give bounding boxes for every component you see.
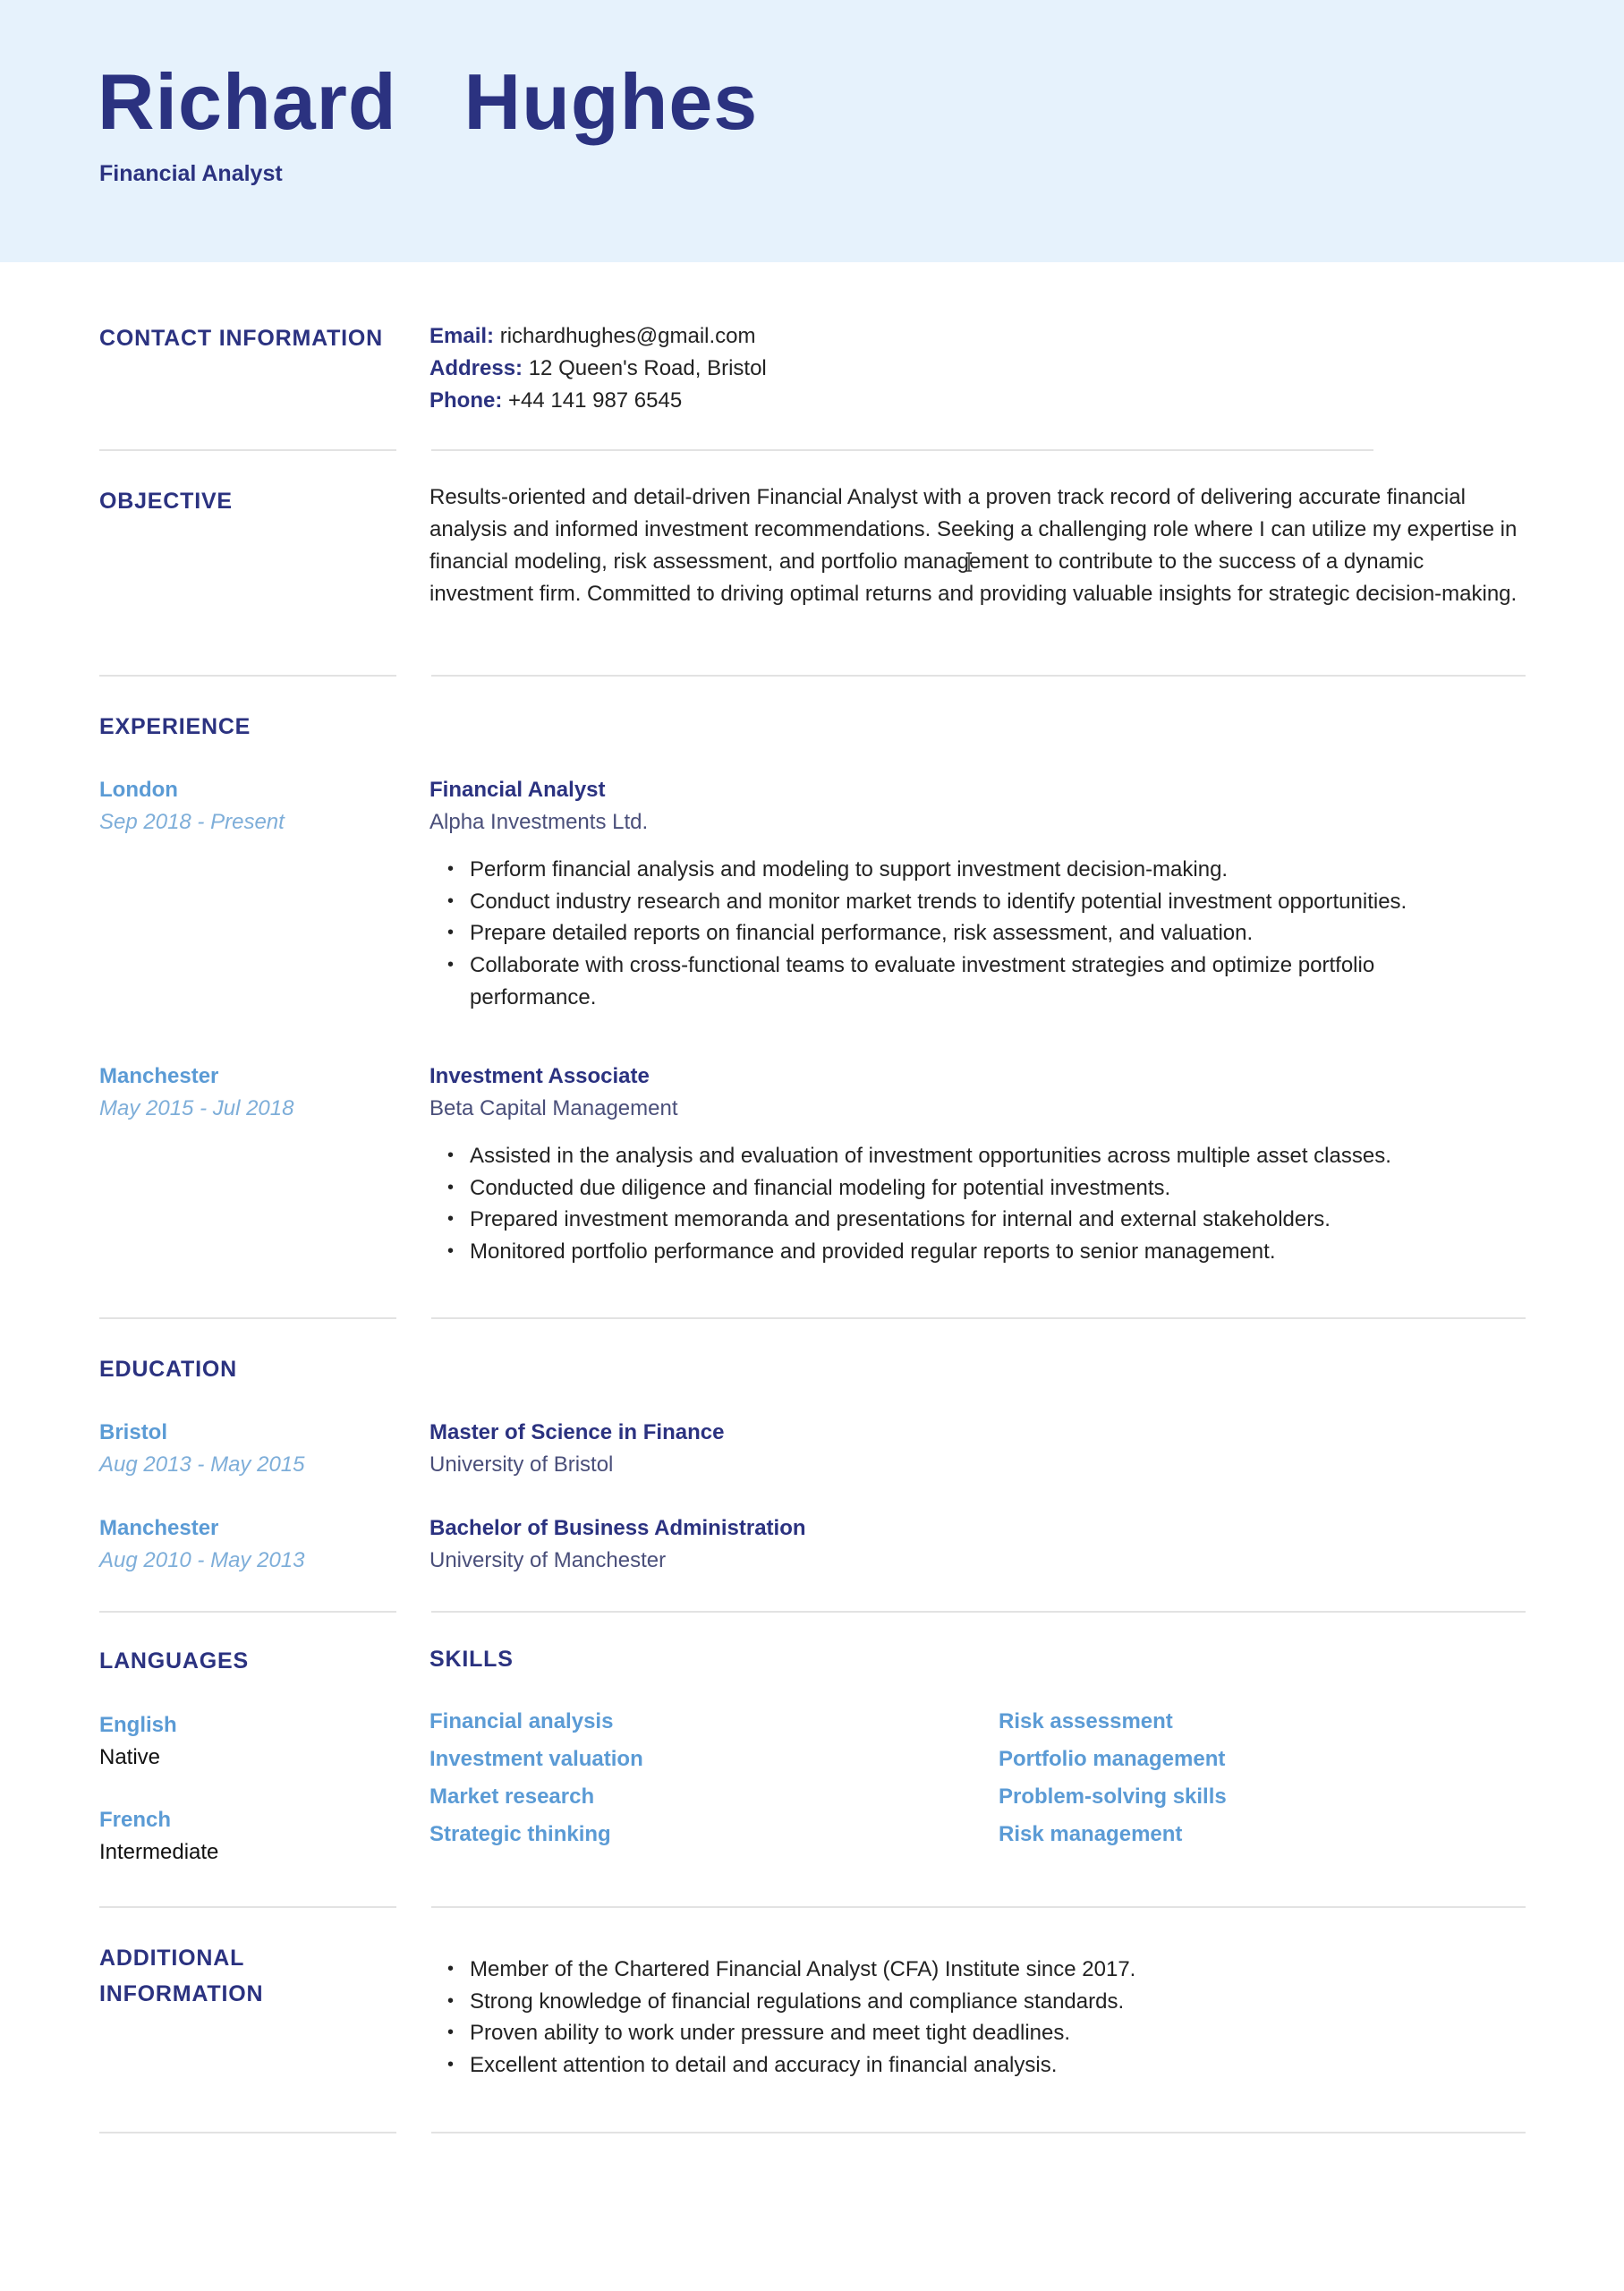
divider	[99, 1611, 396, 1613]
section-title-education: EDUCATION	[99, 1357, 237, 1382]
language-name: English	[99, 1713, 177, 1737]
divider	[431, 449, 1373, 451]
bullet-item: • Perform financial analysis and modeling to support investment decision-making.	[429, 854, 1526, 886]
divider	[431, 1317, 1526, 1319]
divider	[99, 2132, 396, 2133]
edu-dates: Aug 2010 - May 2013	[99, 1548, 305, 1572]
job-company: Alpha Investments Ltd.	[429, 810, 649, 834]
divider	[431, 1611, 1526, 1613]
section-title-experience: EXPERIENCE	[99, 714, 251, 739]
divider	[99, 675, 396, 677]
edu-degree: Master of Science in Finance	[429, 1420, 725, 1444]
skill-item: Problem-solving skills	[999, 1784, 1227, 1809]
divider	[99, 1317, 396, 1319]
skill-item: Market research	[429, 1784, 595, 1809]
section-title-languages: LANGUAGES	[99, 1648, 249, 1674]
skill-item: Risk management	[999, 1822, 1183, 1846]
text-cursor-icon	[965, 552, 974, 572]
email-label: Email:	[429, 324, 495, 348]
skill-item: Financial analysis	[429, 1709, 614, 1733]
language-level: Native	[99, 1745, 161, 1769]
divider	[431, 675, 1526, 677]
bullet-item: • Prepared investment memoranda and presentations for internal and external stakeholders.	[429, 1204, 1526, 1236]
section-title-contact: CONTACT INFORMATION	[99, 326, 384, 351]
phone-label: Phone:	[429, 388, 503, 413]
job-bullets	[429, 1140, 1526, 1268]
section-title-additional: ADDITIONAL	[99, 1946, 245, 1971]
job-company: Beta Capital Management	[429, 1096, 678, 1120]
divider	[431, 2132, 1526, 2133]
section-title-objective: OBJECTIVE	[99, 489, 233, 514]
language-level: Intermediate	[99, 1840, 219, 1864]
bullet-item: • Assisted in the analysis and evaluation of investment opportunities across multiple asset classes.	[429, 1140, 1526, 1172]
bullet-item: • Prepare detailed reports on financial performance, risk assessment, and valuation.	[429, 917, 1526, 950]
resume-header	[0, 0, 1624, 262]
divider	[99, 449, 396, 451]
divider	[99, 1906, 396, 1908]
bullet-item: • Strong knowledge of financial regulations and compliance standards.	[429, 1986, 1526, 2018]
candidate-role: Financial Analyst	[99, 161, 283, 186]
job-location: Manchester	[99, 1064, 219, 1088]
address-label: Address:	[429, 356, 523, 380]
job-title: Investment Associate	[429, 1064, 650, 1088]
job-dates: May 2015 - Jul 2018	[99, 1096, 294, 1120]
job-title: Financial Analyst	[429, 778, 606, 802]
section-title-additional-line2: INFORMATION	[99, 1981, 264, 2006]
skill-item: Risk assessment	[999, 1709, 1173, 1733]
objective-text: Results-oriented and detail-driven Financial Analyst with a proven track record of delivering accurate financial analysis and informed investment recommendations. Seeking a challenging role where I can utilize my expertise in financial modeling, risk assessment, and portfolio management to contribute to the success of a dynamic investment firm. Committed to driving optimal returns and providing valuable insights for strategic decision-making.	[429, 485, 1518, 606]
divider	[431, 1906, 1526, 1908]
additional-bullets	[429, 1954, 1526, 2082]
bullet-item: • Member of the Chartered Financial Analyst (CFA) Institute since 2017.	[429, 1954, 1526, 1986]
job-location: London	[99, 778, 178, 802]
job-dates: Sep 2018 - Present	[99, 810, 285, 834]
contact-email-row	[429, 320, 756, 353]
candidate-name: Richard Hughes	[98, 57, 759, 146]
skill-item: Investment valuation	[429, 1747, 643, 1771]
edu-school: University of Manchester	[429, 1548, 667, 1572]
bullet-item: • Monitored portfolio performance and provided regular reports to senior management.	[429, 1236, 1526, 1268]
section-title-skills: SKILLS	[429, 1647, 514, 1672]
edu-dates: Aug 2013 - May 2015	[99, 1452, 305, 1477]
bullet-item: • Conducted due diligence and financial modeling for potential investments.	[429, 1172, 1526, 1205]
edu-location: Bristol	[99, 1420, 168, 1444]
edu-school: University of Bristol	[429, 1452, 614, 1477]
bullet-item: • Excellent attention to detail and accuracy in financial analysis.	[429, 2049, 1526, 2082]
bullet-item: • Collaborate with cross-functional teams to evaluate investment strategies and optimize portfolio performance.	[429, 950, 1526, 1013]
address-value: 12 Queen's Road, Bristol	[528, 356, 767, 380]
contact-phone-row	[429, 385, 682, 417]
language-name: French	[99, 1808, 172, 1832]
bullet-item: • Conduct industry research and monitor market trends to identify potential investment opportunities.	[429, 886, 1526, 918]
job-bullets	[429, 854, 1526, 1014]
phone-value: +44 141 987 6545	[508, 388, 683, 413]
bullet-item: • Proven ability to work under pressure and meet tight deadlines.	[429, 2017, 1526, 2049]
email-value: richardhughes@gmail.com	[499, 324, 756, 348]
contact-address-row	[429, 353, 767, 385]
edu-location: Manchester	[99, 1516, 219, 1540]
skill-item: Strategic thinking	[429, 1822, 611, 1846]
edu-degree: Bachelor of Business Administration	[429, 1516, 806, 1540]
skill-item: Portfolio management	[999, 1747, 1226, 1771]
